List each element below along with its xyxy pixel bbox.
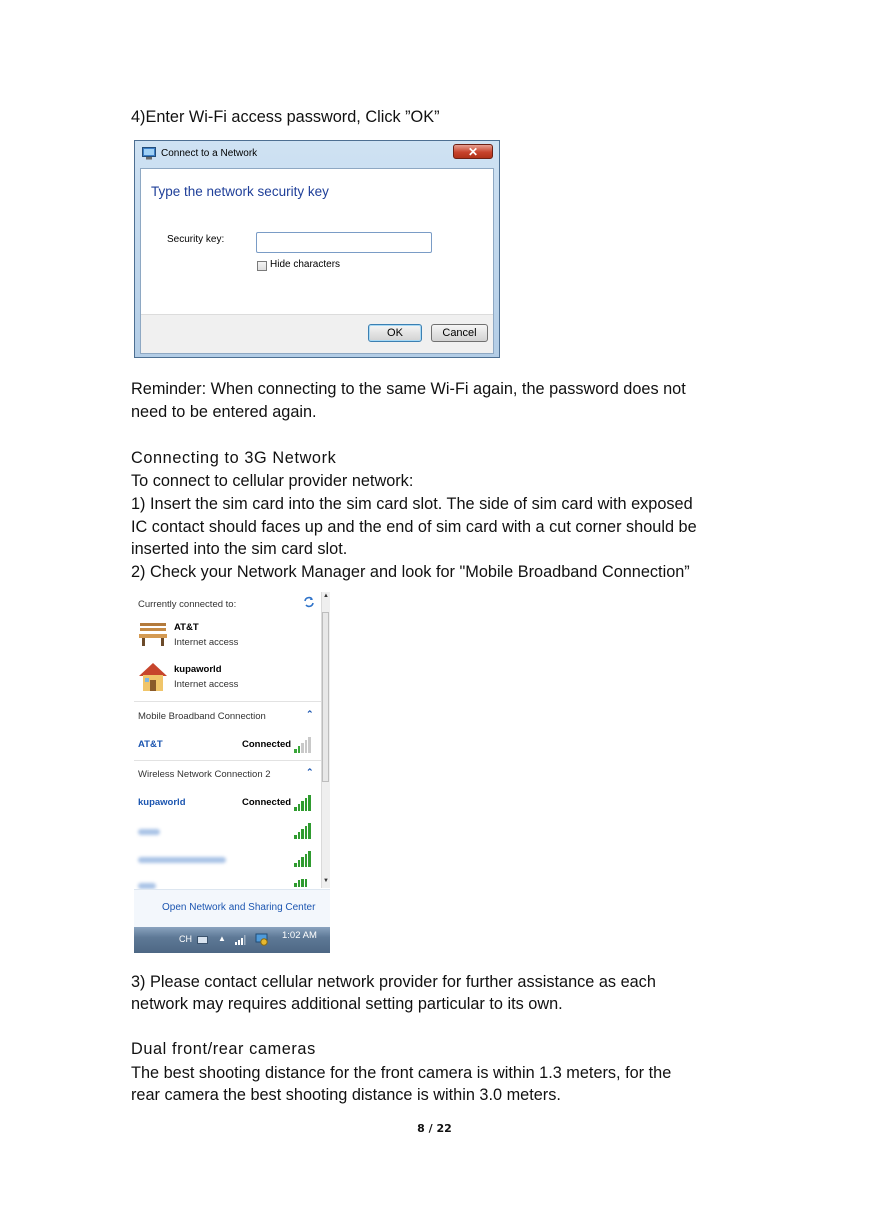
network-icon [142,147,156,160]
refresh-icon[interactable] [302,596,316,608]
open-network-sharing-link[interactable]: Open Network and Sharing Center [162,902,316,913]
connected-item-status: Internet access [174,679,239,690]
step4-instruction: 4)Enter Wi-Fi access password, Click ”OK” [131,108,440,126]
section-3g-intro: To connect to cellular provider network: [131,472,414,490]
step1-line-2: IC contact should faces up and the end of sim card with a cut corner should be [131,518,697,536]
step3-line-1: 3) Please contact cellular network provider for further assistance as each [131,973,656,991]
scrollbar[interactable] [321,592,330,888]
signal-tray-icon[interactable] [234,934,246,946]
blurred-name [138,829,160,835]
dialog-title: Connect to a Network [161,148,258,159]
network-name: AT&T [138,739,163,750]
connected-item-name: AT&T [174,622,199,633]
step1-line-1: 1) Insert the sim card into the sim card slot. The side of sim card with exposed [131,495,693,513]
cameras-line-1: The best shooting distance for the front camera is within 1.3 meters, for the [131,1064,672,1082]
section-heading-3g: Connecting to 3G Network [131,449,337,467]
bench-icon [138,619,168,647]
scroll-up-icon[interactable]: ▲ [323,593,329,599]
dialog-footer [141,314,493,353]
chevron-up-icon[interactable]: ⌃ [306,709,314,719]
close-icon: ✕ [467,145,479,159]
signal-bars-icon [294,793,314,811]
language-indicator[interactable]: CH [179,934,192,944]
signal-bars-icon [294,735,314,753]
network-status: Connected [242,797,292,808]
cameras-line-2: rear camera the best shooting distance is within 3.0 meters. [131,1086,561,1104]
reminder-line-2: need to be entered again. [131,403,317,421]
step2-instruction: 2) Check your Network Manager and look for "Mobile Broadband Connection” [131,563,690,581]
divider [134,760,322,761]
keyboard-icon[interactable] [197,936,208,944]
step3-line-2: network may requires additional setting particular to its own. [131,995,563,1013]
divider [134,701,322,702]
hide-characters-label: Hide characters [270,259,341,270]
signal-bars-icon [294,849,314,867]
connected-item-status: Internet access [174,637,239,648]
network-status: Connected [242,739,292,750]
signal-bars-icon [294,821,314,839]
reminder-line-1: Reminder: When connecting to the same Wi-Fi again, the password does not [131,380,686,398]
show-hidden-icons-icon[interactable]: ▲ [218,934,226,943]
security-key-label: Security key: [167,234,225,245]
network-manager-panel [134,592,330,953]
clock-time[interactable]: 1:02 AM [282,930,317,941]
scrollbar-thumb[interactable] [322,612,329,782]
scroll-down-icon[interactable]: ▼ [323,878,329,884]
ok-button[interactable]: OK [368,324,422,342]
connected-item-name: kupaworld [174,664,222,675]
currently-connected-label: Currently connected to: [138,599,237,610]
hide-characters-checkbox[interactable] [257,261,267,271]
dialog-title-bar [139,144,495,166]
dialog-heading: Type the network security key [151,184,329,199]
taskbar [134,927,330,953]
dialog-client-area [140,168,494,354]
group-wireless-network: Wireless Network Connection 2 [138,769,271,780]
security-key-input[interactable] [256,232,432,253]
page-number: 8 / 22 [417,1122,452,1135]
chevron-up-icon[interactable]: ⌃ [306,767,314,777]
blurred-name [138,857,226,863]
house-icon [138,661,168,693]
network-name: kupaworld [138,797,186,808]
step1-line-3: inserted into the sim card slot. [131,540,348,558]
group-mobile-broadband: Mobile Broadband Connection [138,711,266,722]
network-tray-icon[interactable] [255,933,268,946]
cancel-button[interactable]: Cancel [431,324,488,342]
section-heading-cameras: Dual front/rear cameras [131,1040,316,1058]
signal-bars-icon [294,879,314,887]
panel-footer [134,889,330,928]
close-button[interactable] [453,144,493,159]
connect-network-dialog [134,140,500,358]
